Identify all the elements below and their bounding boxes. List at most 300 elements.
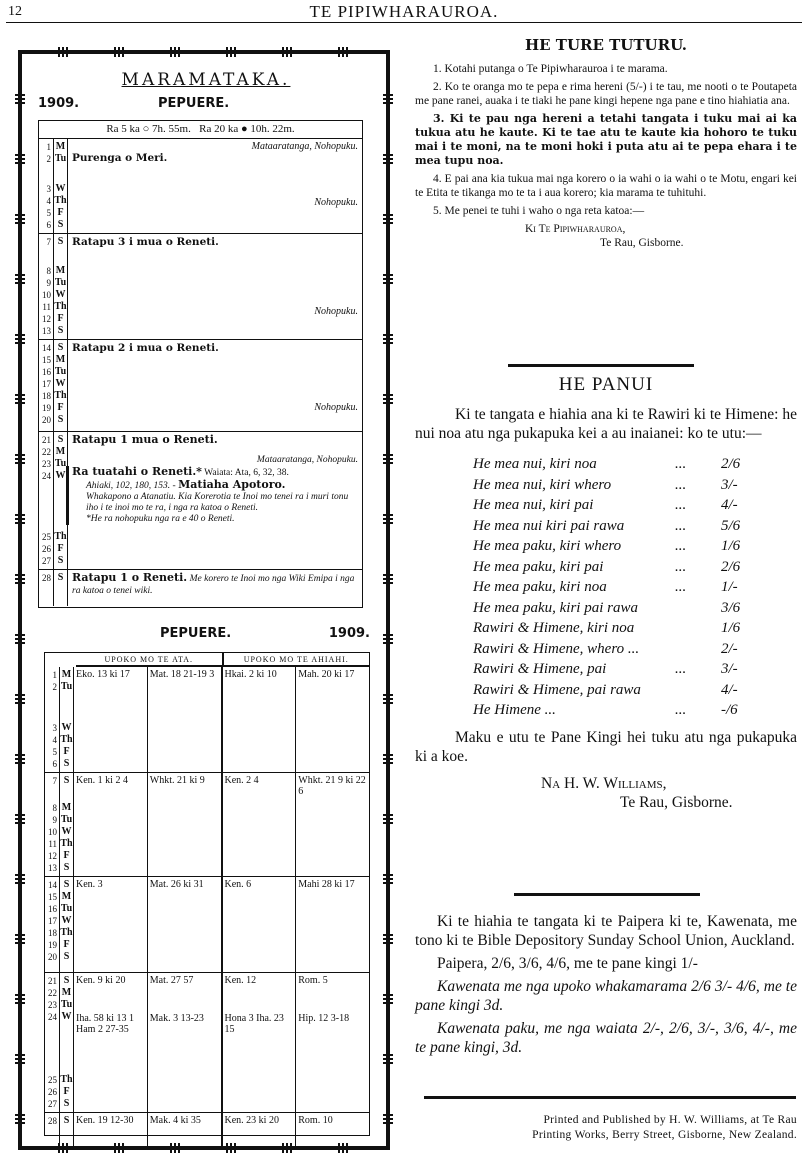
reading-cell	[74, 773, 148, 876]
divider	[508, 364, 694, 367]
reading-text: Mah. 20 ki 17	[298, 669, 355, 680]
reading-text: Ken. 2 4	[224, 775, 259, 786]
day-group-top	[60, 1115, 73, 1127]
weekday-letter: Th	[54, 195, 67, 206]
price-item: He mea nui, kiri noa	[473, 456, 597, 472]
day-number: 27	[42, 556, 51, 566]
day-number: 17	[42, 379, 51, 389]
calendar-week	[39, 432, 362, 570]
day-number: 25	[42, 532, 51, 542]
note-ash-wednesday: Ra tuatahi o Reneti.*	[72, 465, 202, 478]
day-group-top	[60, 669, 73, 693]
day-number: 11	[42, 302, 51, 312]
weekday-letter: Tu	[54, 366, 67, 377]
note-saint: Matiaha Apotoro.	[178, 478, 286, 491]
weekday-letter: S	[63, 758, 70, 769]
price-price: 4/-	[721, 681, 738, 698]
bible-notice	[415, 912, 797, 1061]
weekday-letter: W	[61, 826, 72, 837]
day-numbers	[45, 667, 60, 772]
week-notes	[68, 340, 362, 431]
weekday-letter: S	[57, 236, 64, 247]
weekday-letter: Th	[60, 734, 73, 745]
calendar-week	[39, 139, 362, 234]
note-fast: Mataaratanga, Nohopuku.	[251, 141, 358, 152]
day-group-top	[45, 1115, 57, 1127]
day-number: 28	[48, 1116, 57, 1126]
day-number: 24	[42, 471, 51, 481]
day-number: 14	[42, 343, 51, 353]
reading-text: Eko. 13 ki 17	[76, 669, 130, 680]
reading-text: Ken. 23 ki 20	[224, 1115, 279, 1126]
reading-cells	[74, 773, 369, 876]
weekday-letter: Tu	[60, 814, 73, 825]
day-number: 15	[42, 355, 51, 365]
price-item: He mea paku, kiri whero	[473, 538, 622, 554]
reading-cell	[223, 1113, 297, 1146]
notice-title: HE PANUI	[558, 374, 654, 395]
day-numbers	[45, 973, 60, 1112]
day-group-top	[54, 141, 67, 165]
day-number: 27	[48, 1099, 57, 1109]
day-letters	[54, 139, 68, 233]
reading-cell	[74, 667, 148, 772]
reading-cell	[74, 973, 148, 1112]
week-notes	[68, 139, 362, 233]
reading-text: Mahi 28 ki 17	[298, 879, 355, 890]
day-letters	[60, 973, 74, 1112]
week-notes	[68, 432, 362, 569]
day-number: 12	[48, 851, 57, 861]
price-dots: ...	[675, 476, 687, 493]
day-number: 21	[48, 976, 57, 986]
price-price: 2/6	[721, 558, 741, 575]
top-rule	[6, 22, 802, 23]
weekday-letter: F	[57, 543, 64, 554]
weekday-letter: S	[57, 342, 64, 353]
reading-cells	[74, 1113, 369, 1146]
reading-cells	[74, 973, 369, 1112]
weekday-letter: S	[63, 975, 70, 986]
price-price: 4/-	[721, 497, 738, 513]
day-letters	[54, 570, 68, 606]
day-group-bottom	[45, 1074, 57, 1110]
day-number: 2	[46, 154, 51, 164]
lectionary-header	[76, 653, 369, 667]
notice-intro: Ki te tangata e hiahia ana ki te Rawiri ki te Himene: he nui noa atu nga pukapuka kei a au inaianei: ko te utu:—	[415, 406, 797, 442]
price-item: He mea nui, kiri whero	[473, 476, 612, 493]
price-price: 2/6	[721, 456, 741, 472]
reading-text: Ken. 12	[224, 975, 257, 986]
page-number: 12	[8, 4, 22, 19]
price-item: He mea paku, kiri noa	[473, 579, 607, 595]
price-row	[473, 496, 797, 517]
reading-cell	[296, 1113, 369, 1146]
price-row	[473, 660, 797, 681]
day-number: 22	[42, 447, 51, 457]
day-group-top	[45, 669, 57, 693]
moon-phases	[39, 121, 362, 139]
reading-text: Mat. 27 57	[149, 975, 194, 986]
weekday-letter: S	[63, 951, 70, 962]
weekday-letter: F	[57, 207, 64, 218]
price-item: He mea nui, kiri pai	[473, 497, 594, 513]
weekday-letter: S	[57, 434, 64, 445]
reading-cells	[74, 667, 369, 772]
reading-text: Ken. 1 ki 2 4	[76, 775, 128, 786]
price-price: 1/6	[721, 538, 741, 554]
weekday-letter: M	[55, 446, 66, 457]
rule-2: 2. Ko te oranga mo te pepa e rima hereni (5/-) i te tau, me nooti o te Poutapeta me pane ranei, auaka i te tiaki he pane kingi hepene nga pane e tino hiahiatia ana.	[415, 81, 797, 107]
reading-text: Ken. 6	[224, 879, 252, 890]
weekday-letter: S	[57, 572, 64, 583]
reading-cell	[148, 973, 223, 1112]
weekday-letter: S	[57, 325, 64, 336]
rule-5: 5. Me penei te tuhi i waho o nga reta katoa:—	[433, 205, 645, 217]
reading-text: Ken. 9 ki 20	[76, 975, 126, 986]
price-dots	[675, 681, 721, 702]
day-number: 3	[52, 723, 57, 733]
price-row	[473, 558, 797, 579]
address-line-2: Te Rau, Gisborne.	[600, 237, 684, 249]
weekday-letter: S	[63, 879, 70, 890]
day-number: 13	[48, 863, 57, 873]
day-number: 18	[42, 391, 51, 401]
day-numbers	[45, 773, 60, 876]
calendar-week	[39, 234, 362, 340]
weekday-letter: F	[63, 1086, 70, 1097]
header-morning: UPOKO MO TE ATA.	[76, 653, 224, 665]
reading-cell	[148, 1113, 223, 1146]
weekday-letter: S	[63, 1115, 70, 1126]
reading-cells	[74, 877, 369, 972]
day-group-bottom	[60, 722, 73, 770]
weekday-letter: M	[55, 265, 66, 276]
day-number: 24	[48, 1012, 57, 1022]
weekday-letter: S	[63, 775, 70, 786]
note-hymns-evening: Ahiaki, 102, 180, 153. -	[86, 481, 176, 491]
reading-text-weekday: Hona 3 Iha. 23 15	[224, 1013, 284, 1035]
day-letters	[60, 1113, 74, 1146]
reading-text-weekday: Iha. 58 ki 13 1 Ham 2 27-35	[76, 1013, 135, 1035]
reading-cell	[223, 773, 297, 876]
reading-text: Whkt. 21 9 ki 22 6	[298, 775, 366, 797]
imprint-line-1: Printed and Published by H. W. Williams, at Te Rau	[543, 1114, 797, 1126]
note-sunday: Ratapu 1 o Reneti.	[72, 571, 188, 584]
day-group-top	[39, 434, 51, 482]
day-letters	[60, 877, 74, 972]
notice-postage: Maku e utu te Pane Kingi hei tuku atu nga pukapuka ki a koe.	[415, 728, 797, 765]
signature-name: Na H. W. Williams,	[541, 774, 667, 792]
day-numbers	[39, 570, 54, 606]
moon-phase-second: Ra 20 ka ● 10h. 22m.	[199, 123, 295, 135]
day-numbers	[45, 1113, 60, 1146]
price-item: He Himene ...	[473, 702, 556, 718]
price-dots: ...	[675, 558, 687, 575]
price-dots: ...	[675, 702, 687, 718]
divider	[424, 1096, 796, 1099]
price-row	[473, 701, 797, 722]
bible-price-1: Paipera, 2/6, 3/6, 4/6, me te pane kingi 1/-	[437, 955, 698, 972]
day-number: 26	[48, 1087, 57, 1097]
weekday-letter: Tu	[60, 681, 73, 692]
weekday-letter: W	[61, 915, 72, 926]
reading-text: Rom. 10	[298, 1115, 333, 1126]
weekday-letter: Th	[54, 301, 67, 312]
calendar-title: MARAMATAKA.	[121, 70, 291, 90]
day-group-bottom	[54, 183, 67, 231]
reading-cell	[148, 877, 223, 972]
note-sunday: Ratapu 3 i mua o Reneti.	[72, 236, 219, 248]
price-price: 3/-	[721, 661, 738, 677]
lectionary-week	[45, 877, 369, 973]
reading-cell	[148, 773, 223, 876]
day-number: 9	[52, 815, 57, 825]
reading-text: Mat. 26 ki 31	[149, 879, 204, 890]
day-number: 23	[42, 459, 51, 469]
reading-text: Rom. 5	[298, 975, 328, 986]
bible-price-2: Kawenata me nga upoko whakamarama 2/6 3/- 4/6, me te pane kingi 3d.	[415, 978, 797, 1014]
note-fast: Mataaratanga, Nohopuku.	[256, 455, 358, 465]
reading-cell	[296, 877, 369, 972]
reading-cell	[296, 773, 369, 876]
note-fast: Nohopuku.	[314, 306, 358, 317]
day-group-top	[60, 775, 73, 787]
price-dots: ...	[675, 538, 687, 554]
weekday-letter: S	[57, 219, 64, 230]
day-group-top	[45, 975, 57, 1023]
weekday-letter: S	[57, 414, 64, 425]
masthead-title: TE PIPIWHARAUROA.	[309, 2, 499, 21]
day-letters	[60, 773, 74, 876]
day-numbers	[39, 234, 54, 339]
price-price: 1/6	[721, 620, 741, 636]
bible-intro: Ki te hiahia te tangata ki te Paipera ki te, Kawenata, me tono ki te Bible Depository Sunday School Union, Auckland.	[415, 913, 797, 949]
price-dots	[675, 619, 721, 640]
day-group-top	[54, 342, 67, 426]
price-dots: ...	[675, 456, 687, 472]
day-number: 2	[52, 682, 57, 692]
week-notes	[68, 570, 362, 606]
lectionary-week	[45, 667, 369, 773]
day-number: 20	[42, 415, 51, 425]
price-item: Rawiri & Himene, whero ...	[473, 640, 640, 657]
note-sunday: Ratapu 2 i mua o Reneti.	[72, 342, 219, 354]
day-group-top	[54, 236, 67, 248]
day-number: 6	[52, 759, 57, 769]
reading-text: Ken. 3	[76, 879, 103, 890]
weekday-letter: M	[55, 354, 66, 365]
price-price: 3/6	[721, 599, 741, 616]
price-price: 3/-	[721, 476, 738, 493]
signature-place: Te Rau, Gisborne.	[620, 793, 733, 811]
day-number: 8	[46, 266, 51, 276]
weekday-letter: Tu	[54, 153, 67, 164]
price-dots	[675, 640, 721, 661]
day-number: 10	[48, 827, 57, 837]
price-item: He mea paku, kiri pai	[473, 558, 604, 575]
day-group-bottom	[60, 802, 73, 874]
calendar-month: PEPUERE.	[158, 96, 230, 111]
note-fast: Nohopuku.	[314, 402, 358, 413]
day-numbers	[39, 139, 54, 233]
weekday-letter: Tu	[60, 903, 73, 914]
lectionary-heading	[160, 626, 370, 641]
day-number: 14	[48, 880, 57, 890]
weekday-letter: F	[63, 850, 70, 861]
day-group-bottom	[39, 531, 51, 567]
rule-1: 1. Kotahi putanga o Te Pipiwharauroa i te marama.	[433, 63, 668, 75]
rules-section	[415, 62, 797, 250]
day-number: 18	[48, 928, 57, 938]
reading-cell	[74, 1113, 148, 1146]
lectionary-week	[45, 1113, 369, 1146]
weekday-letter: W	[55, 183, 66, 194]
day-group-bottom	[45, 802, 57, 874]
weekday-letter: F	[63, 746, 70, 757]
weekday-letter: Th	[60, 838, 73, 849]
imprint	[415, 1113, 797, 1143]
reading-text: Hkai. 2 ki 10	[224, 669, 277, 680]
weekday-letter: W	[61, 1011, 72, 1022]
weekday-letter: M	[61, 891, 72, 902]
day-group-bottom	[39, 183, 51, 231]
reading-cell	[296, 667, 369, 772]
weekday-letter: S	[63, 1098, 70, 1109]
rule-4: 4. E pai ana kia tukua mai nga korero o ia wahi o ia wahi o te Motu, engari kei te Etita te tikanga mo te ta i aua korero; kia marama te tuhituhi.	[415, 173, 797, 199]
reading-text: Whkt. 21 ki 9	[149, 775, 205, 786]
weekday-letter: Tu	[54, 277, 67, 288]
day-number: 5	[52, 747, 57, 757]
day-letters	[60, 667, 74, 772]
day-letters	[54, 340, 68, 431]
day-group-top	[39, 342, 51, 426]
price-dots	[675, 599, 721, 620]
day-group-top	[60, 879, 73, 963]
note-creed: Whakapono a Atanatiu. Kia Korerotia te Inoi mo tenei ra i muri tonu iho i te inoi mo te ra, i nga ra katoa o Reneti.	[86, 492, 349, 513]
price-row	[473, 537, 797, 558]
day-number: 23	[48, 1000, 57, 1010]
day-number: 21	[42, 435, 51, 445]
day-number: 16	[42, 367, 51, 377]
price-dots: ...	[675, 517, 687, 534]
day-number: 1	[52, 670, 57, 680]
price-row	[473, 681, 797, 702]
day-number: 22	[48, 988, 57, 998]
day-number: 11	[48, 839, 57, 849]
day-number: 1	[46, 142, 51, 152]
price-row	[473, 619, 797, 640]
day-group-top	[39, 236, 51, 248]
day-number: 19	[42, 403, 51, 413]
price-row	[473, 640, 797, 661]
lectionary-table	[44, 652, 370, 1136]
weekday-letter: S	[63, 862, 70, 873]
price-item: He mea nui kiri pai rawa	[473, 517, 625, 534]
day-number: 20	[48, 952, 57, 962]
weekday-letter: W	[61, 722, 72, 733]
day-group-bottom	[39, 265, 51, 337]
weekday-letter: Tu	[54, 458, 67, 469]
weekday-letter: W	[55, 470, 66, 481]
reading-cell	[223, 877, 297, 972]
day-number: 15	[48, 892, 57, 902]
day-numbers	[39, 340, 54, 431]
weekday-letter: M	[55, 141, 66, 152]
weekday-letter: M	[61, 987, 72, 998]
address-line-1: Ki Te Pipiwharauroa,	[525, 223, 626, 235]
price-list	[415, 455, 797, 722]
day-group-bottom	[60, 1074, 73, 1110]
notice-section	[415, 405, 797, 812]
price-row	[473, 578, 797, 599]
weekday-letter: M	[61, 802, 72, 813]
lectionary-month: PEPUERE.	[160, 626, 232, 641]
day-number: 26	[42, 544, 51, 554]
price-item: Rawiri & Himene, pai	[473, 661, 607, 677]
day-letters	[54, 234, 68, 339]
day-group-bottom	[45, 722, 57, 770]
day-group-top	[54, 572, 67, 584]
day-number: 7	[52, 776, 57, 786]
note-hymns: Waiata: Ata, 6, 32, 38.	[204, 468, 289, 478]
day-number: 10	[42, 290, 51, 300]
note-footnote: *He ra nohopuku nga ra e 40 o Reneti.	[86, 514, 235, 524]
reading-cell	[223, 667, 297, 772]
price-price: 2/-	[721, 640, 738, 657]
note-fast: Nohopuku.	[314, 197, 358, 208]
weekday-letter: F	[57, 313, 64, 324]
reading-text: Ken. 19 12-30	[76, 1115, 134, 1126]
note-feast: Purenga o Meri.	[72, 152, 168, 164]
rules-title: HE TURE TUTURU.	[524, 36, 688, 54]
reading-cell	[74, 877, 148, 972]
day-number: 5	[46, 208, 51, 218]
weekday-letter: Th	[54, 390, 67, 401]
price-price: 1/-	[721, 579, 738, 595]
moon-phase-first: Ra 5 ka ○ 7h. 55m.	[106, 123, 191, 135]
day-group-top	[45, 879, 57, 963]
price-row	[473, 455, 797, 476]
reading-text-weekday: Hip. 12 3-18	[298, 1013, 350, 1024]
weekday-letter: Th	[60, 927, 73, 938]
price-row	[473, 599, 797, 620]
price-row	[473, 476, 797, 497]
day-group-bottom	[54, 265, 67, 337]
day-group-bottom	[54, 531, 67, 567]
reading-cell	[296, 973, 369, 1112]
day-group-top	[60, 975, 73, 1023]
week-notes	[68, 234, 362, 339]
weekday-letter: M	[61, 669, 72, 680]
reading-cell	[148, 667, 223, 772]
weekday-letter: Th	[54, 531, 67, 542]
note-sunday: Ratapu 1 mua o Reneti.	[72, 433, 218, 446]
header-evening: UPOKO MO TE AHIAHI.	[243, 655, 349, 664]
weekday-letter: F	[63, 939, 70, 950]
weekday-letter: S	[57, 555, 64, 566]
price-price: 5/6	[721, 517, 741, 534]
reading-cell	[223, 973, 297, 1112]
day-number: 16	[48, 904, 57, 914]
lectionary-week	[45, 973, 369, 1113]
day-number: 13	[42, 326, 51, 336]
weekday-letter: F	[57, 402, 64, 413]
calendar-week	[39, 340, 362, 432]
day-number: 19	[48, 940, 57, 950]
day-number: 4	[52, 735, 57, 745]
note-ember: Me korero te Inoi mo nga Wiki Emipa i nga ra katoa o tenei wiki.	[72, 574, 355, 596]
